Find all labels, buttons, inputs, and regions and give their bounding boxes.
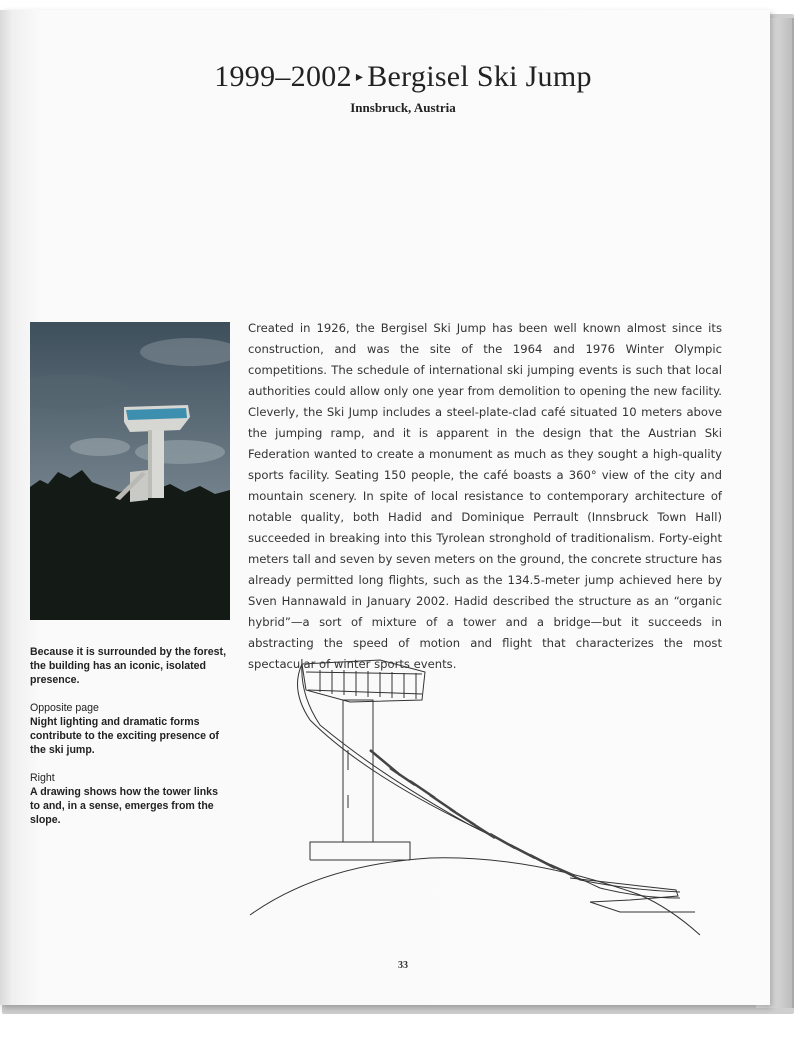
caption-right-label: Right <box>30 772 55 784</box>
caption-opposite-text: Night lighting and dramatic forms contribute to the exciting presence of the ski jump. <box>30 716 219 756</box>
caption-main: Because it is surrounded by the forest, the building has an iconic, isolated presence. <box>30 646 227 686</box>
body-text: Created in 1926, the Bergisel Ski Jump has been well known almost since its construction, and was the site of the 1964 and 1976 Winter Olympic competitions. The schedule of international ski jumping events is such that local authorities could allow only one year from demolition to opening the new facility. Cleverly, the Ski Jump includes a steel-plate-clad café situated 10 meters above the jumping ramp, and it is apparent in the design that the Austrian Ski Federation wanted to create a monument as much as they sought a high-quality sports facility. Seating 150 people, the café boasts a 360° view of the city and mountain scenery. In spite of local resistance to contemporary architecture of notable quality, both Hadid and Dominique Perrault (Innsbruck Town Hall) succeeded in breaking into this Tyrolean stronghold of traditionalism. Forty-eight meters tall and seven by seven meters on the ground, the concrete structure has already permitted long flights, such as the 134.5-meter jump achieved here by Sven Hannawald in January 2002. Hadid described the structure as an “organic hybrid”—a sort of mixture of a tower and a bridge—but it succeeds in abstracting the speed of motion and flight that characterizes the most spectacular of winter sports events. <box>248 321 722 671</box>
page-title <box>0 60 806 94</box>
title-years: 1999–2002 <box>214 60 352 93</box>
page-subtitle: Innsbruck, Austria <box>350 100 456 115</box>
title-separator-icon: ▸ <box>355 70 364 85</box>
page-number: 33 <box>398 960 408 971</box>
ski-jump-drawing <box>240 650 710 940</box>
title-name: Bergisel Ski Jump <box>367 60 592 93</box>
ski-jump-photo <box>30 322 230 620</box>
caption-opposite-label: Opposite page <box>30 702 99 714</box>
captions <box>30 645 230 827</box>
caption-right-text: A drawing shows how the tower links to and, in a sense, emerges from the slope. <box>30 786 218 826</box>
